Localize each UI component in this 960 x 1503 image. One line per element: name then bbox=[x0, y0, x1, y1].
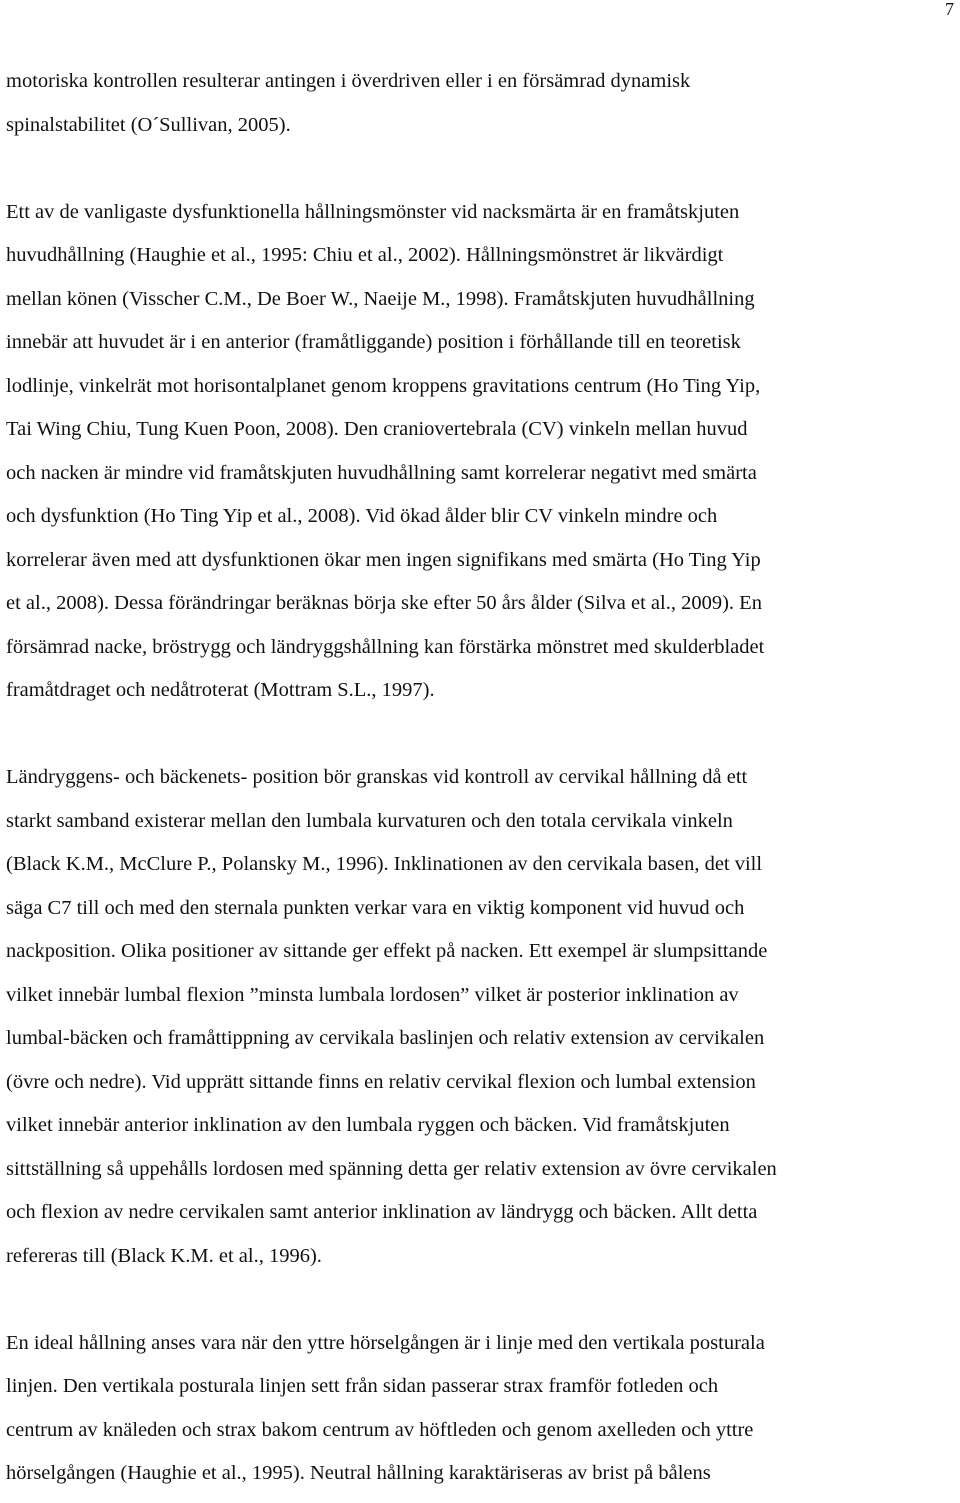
text-line: hörselgången (Haughie et al., 1995). Neutral hållning karaktäriseras av brist på bålens bbox=[6, 1462, 711, 1484]
paragraph-gap bbox=[6, 713, 954, 757]
text-line: (Black K.M., McClure P., Polansky M., 1996). Inklinationen av den cervikala basen, det vill bbox=[6, 853, 763, 875]
text-line: (övre och nedre). Vid upprätt sittande finns en relativ cervikal flexion och lumbal extension bbox=[6, 1070, 756, 1093]
text-line: Ländryggens- och bäckenets- position bör granskas vid kontroll av cervikal hållning då ett bbox=[6, 766, 748, 788]
paragraph-gap bbox=[6, 147, 954, 191]
text-line: Tai Wing Chiu, Tung Kuen Poon, 2008). Den craniovertebrala (CV) vinkeln mellan huvud bbox=[6, 418, 748, 440]
text-line: En ideal hållning anses vara när den yttre hörselgången är i linje med den vertikala posturala bbox=[6, 1331, 765, 1354]
text-line: huvudhållning (Haughie et al., 1995: Chiu et al., 2002). Hållningsmönstret är likvärdigt bbox=[6, 244, 724, 266]
text-line: innebär att huvudet är i en anterior (framåtliggande) position i förhållande till en teoretisk bbox=[6, 331, 741, 353]
page-number: 7 bbox=[945, 0, 954, 19]
text-line: nackposition. Olika positioner av sittande ger effekt på nacken. Ett exempel är slumpsittande bbox=[6, 940, 768, 962]
paragraph-gap bbox=[6, 1278, 954, 1322]
text-line: linjen. Den vertikala posturala linjen sett från sidan passerar strax framför fotleden och bbox=[6, 1375, 719, 1397]
text-line: centrum av knäleden och strax bakom centrum av höftleden och genom axelleden och yttre bbox=[6, 1418, 754, 1441]
text-line: och nacken är mindre vid framåtskjuten huvudhållning samt korrelerar negativt med smärta bbox=[6, 461, 757, 484]
text-line: lumbal-bäcken och framåttippning av cervikala baslinjen och relativ extension av cervikalen bbox=[6, 1027, 765, 1049]
text-line: säga C7 till och med den sternala punkten verkar vara en viktig komponent vid huvud och bbox=[6, 896, 745, 919]
text-line: refereras till (Black K.M. et al., 1996). bbox=[6, 1244, 322, 1267]
text-line: korrelerar även med att dysfunktionen ökar men ingen signifikans med smärta (Ho Ting Yip bbox=[6, 548, 761, 571]
text-line: framåtdraget och nedåtroterat (Mottram S.L., 1997). bbox=[6, 679, 435, 701]
paragraph-3 bbox=[6, 756, 954, 1278]
text-line: och dysfunktion (Ho Ting Yip et al., 2008). Vid ökad ålder blir CV vinkeln mindre och bbox=[6, 505, 718, 527]
text-line: Ett av de vanligaste dysfunktionella hållningsmönster vid nacksmärta är en framåtskjuten bbox=[6, 200, 740, 223]
text-line: sittställning så uppehålls lordosen med spänning detta ger relativ extension av övre cervikalen bbox=[6, 1157, 777, 1180]
paragraph-2 bbox=[6, 191, 954, 713]
text-line: försämrad nacke, bröstrygg och ländryggshållning kan förstärka mönstret med skulderbladet bbox=[6, 635, 765, 658]
paragraph-4 bbox=[6, 1322, 954, 1496]
body-text bbox=[6, 60, 954, 1496]
text-line: mellan könen (Visscher C.M., De Boer W., Naeije M., 1998). Framåtskjuten huvudhållning bbox=[6, 287, 755, 310]
text-line: starkt samband existerar mellan den lumbala kurvaturen och den totala cervikala vinkeln bbox=[6, 809, 733, 832]
text-line: vilket innebär anterior inklination av den lumbala ryggen och bäcken. Vid framåtskjuten bbox=[6, 1114, 730, 1136]
text-line: motoriska kontrollen resulterar antingen i överdriven eller i en försämrad dynamisk bbox=[6, 70, 691, 92]
text-line: spinalstabilitet (O´Sullivan, 2005). bbox=[6, 113, 291, 136]
text-line: vilket innebär lumbal flexion ”minsta lumbala lordosen” vilket är posterior inklination av bbox=[6, 983, 739, 1006]
paragraph-1 bbox=[6, 60, 954, 147]
text-line: lodlinje, vinkelrät mot horisontalplanet genom kroppens gravitations centrum (Ho Ting Yip, bbox=[6, 374, 761, 397]
text-line: et al., 2008). Dessa förändringar beräknas börja ske efter 50 års ålder (Silva et al., 2009). En bbox=[6, 592, 762, 614]
text-line: och flexion av nedre cervikalen samt anterior inklination av ländrygg och bäcken. Allt detta bbox=[6, 1201, 758, 1223]
